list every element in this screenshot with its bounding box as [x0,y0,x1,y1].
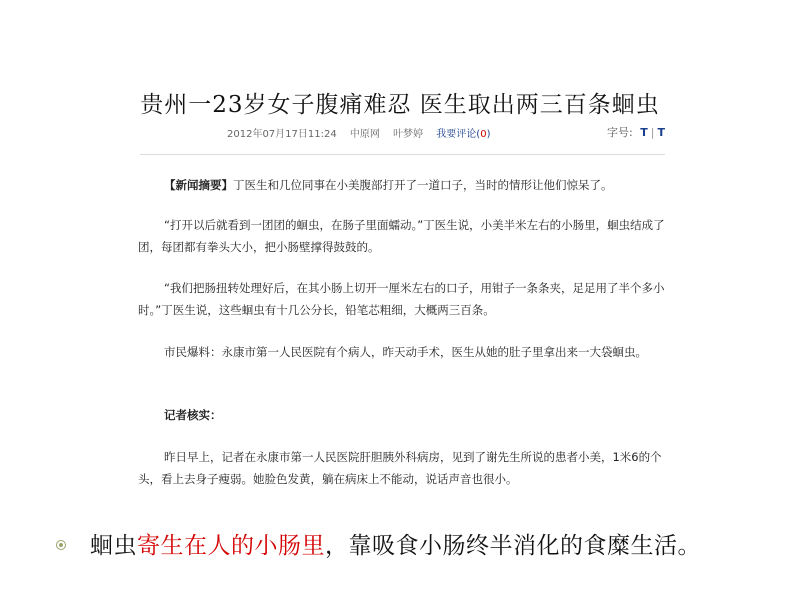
article-meta [110,123,690,141]
summary-label: 【新闻摘要】 [164,178,233,192]
paragraph-3: 市民爆料：永康市第一人民医院有个病人，昨天动手术，医生从她的肚子里拿出来一大袋蛔虫。 [164,345,647,359]
font-size-small-button[interactable]: T [657,126,665,139]
font-size-separator: | [650,126,655,139]
news-article-image [110,70,690,505]
paragraph-1: “打开以后就看到一团团的蛔虫，在肠子里面蠕动。”丁医生说，小美半米左右的小肠里，蛔虫结成了团，每团都有拳头大小，把小肠壁撑得鼓鼓的。 [138,218,665,254]
article-source: 中原网 [349,129,380,140]
bullet-text: 蛔虫寄生在人的小肠里，靠吸食小肠终半消化的食糜生活。 [90,533,701,559]
font-size-large-button[interactable]: T [640,126,648,139]
paragraph-4: 昨日早上，记者在永康市第一人民医院肝胆胰外科病房，见到了谢先生所说的患者小美，1米6的个头，看上去身子瘦弱。她脸色发黄，躺在病床上不能动，说话声音也很小。 [138,450,662,486]
bullet-point [56,527,786,563]
reporter-check-heading: 记者核实： [164,408,222,422]
comment-close: ) [486,129,491,140]
article-author: 叶梦婷 [393,129,424,140]
article-date: 2012年07月17日11:24 [227,129,337,140]
font-size-label: 字号: [607,126,633,139]
comment-link[interactable]: 我要评论( [436,129,481,140]
paragraph-summary: 【新闻摘要】丁医生和几位同事在小美腹部打开了一道口子，当时的情形让他们惊呆了。 [164,178,613,192]
paragraph-2: “我们把肠扭转处理好后，在其小肠上切开一厘米左右的口子，用钳子一条条夹，足足用了半个多小时。”丁医生说，这些蛔虫有十几公分长，铅笔芯粗细，大概两三百条。 [138,281,665,317]
bullet-icon [56,540,66,550]
comment-count: 0 [480,129,487,140]
highlight-text: 寄生在人的小肠里 [137,533,325,559]
divider [140,154,665,155]
article-headline: 贵州一23岁女子腹痛难忍 医生取出两三百条蛔虫 [140,92,660,118]
